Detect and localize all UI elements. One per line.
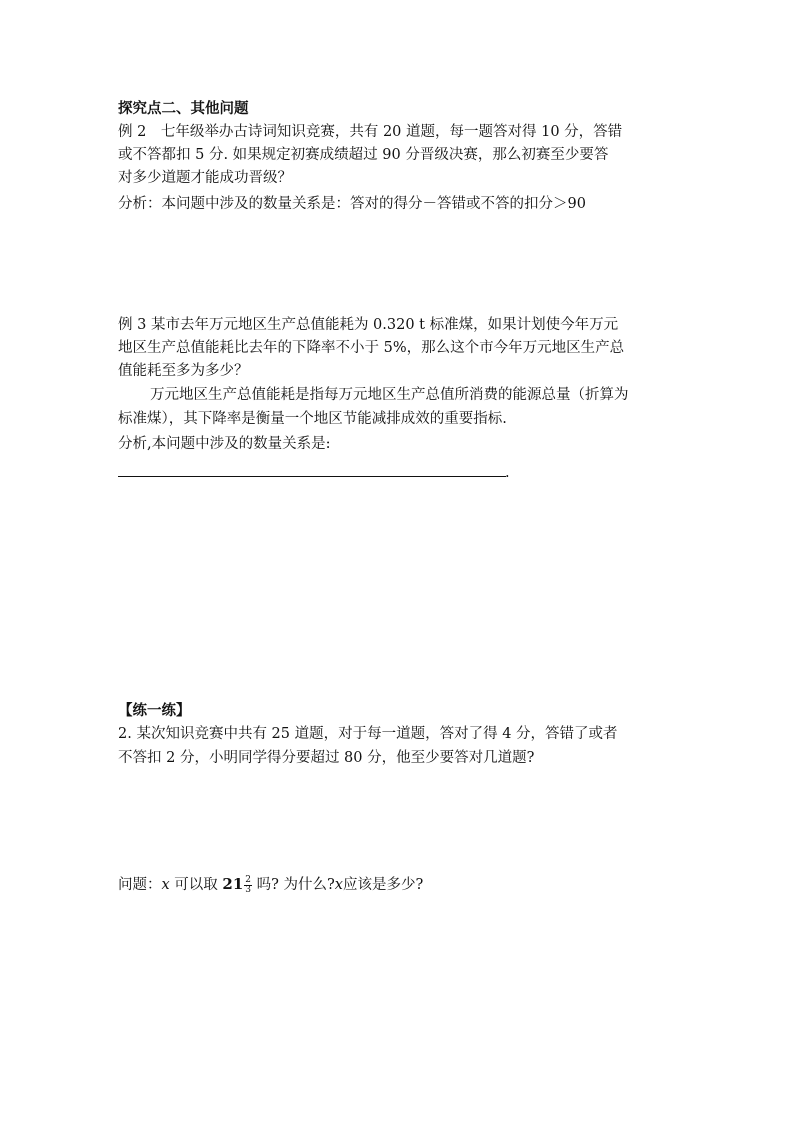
fraction-denominator: 3: [245, 884, 252, 895]
question-prefix: 问题：: [118, 877, 162, 893]
variable-x: x: [161, 877, 170, 893]
question-mid: 可以取: [169, 877, 223, 893]
example2-line2: 或不答都扣 5 分. 如果规定初赛成绩超过 90 分晋级决赛，那么初赛至少要答: [118, 147, 609, 163]
example3-analysis: 分析,本问题中涉及的数量关系是:: [118, 436, 331, 452]
question-end: 应该是多少?: [342, 877, 424, 893]
practice-line2: 不答扣 2 分，小明同学得分要超过 80 分，他至少要答对几道题?: [118, 750, 535, 766]
answer-blank-line: [118, 476, 506, 477]
section-heading: 探究点二、其他问题: [118, 100, 249, 117]
example2-line3: 对多少道题才能成功晋级？: [118, 170, 292, 186]
fraction-numerator: 2: [245, 874, 252, 885]
practice-line1: 2. 某次知识竞赛中共有 25 道题，对于每一道题，答对了得 4 分，答错了或者: [118, 726, 618, 742]
example3-line2: 地区生产总值能耗比去年的下降率不小于 5%，那么这个市今年万元地区生产总: [118, 340, 625, 356]
question-after: 吗? 为什么?: [252, 877, 335, 893]
practice-question: [118, 873, 688, 896]
practice-heading: 【练一练】: [118, 702, 191, 719]
example2-line1: 例 2 七年级举办古诗词知识竞赛，共有 20 道题，每一题答对得 10 分，答错: [118, 124, 623, 140]
example3-note1: 万元地区生产总值能耗是指每万元地区生产总值所消费的能源总量（折算为: [150, 387, 629, 403]
example2-analysis: 分析：本问题中涉及的数量关系是：答对的得分－答错或不答的扣分＞90: [118, 196, 586, 212]
mixed-number-whole: 21: [222, 875, 244, 893]
example3-line3: 值能耗至多为多少？: [118, 363, 249, 379]
mixed-number-fraction: [244, 876, 252, 895]
variable-x-second: x: [334, 877, 343, 893]
example3-note2: 标准煤），其下降率是衡量一个地区节能减排成效的重要指标.: [118, 411, 507, 427]
example3-line1: 例 3 某市去年万元地区生产总值能耗为 0.320 t 标准煤，如果计划使今年万元: [118, 317, 619, 333]
answer-blank-period: .: [505, 465, 510, 481]
